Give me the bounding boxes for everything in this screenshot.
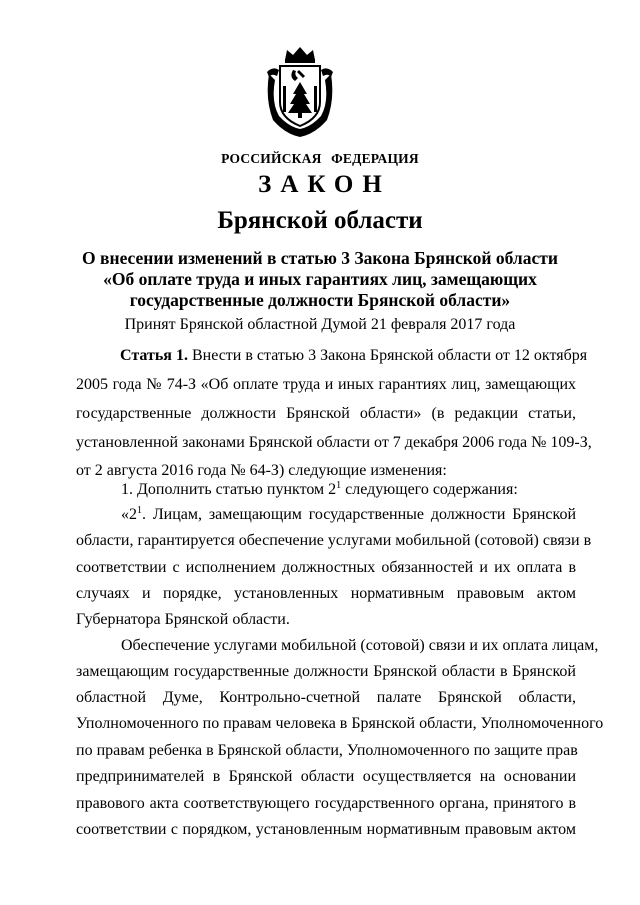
paragraph-first-line: Обеспечение услугами мобильной (сотовой) связи и их оплата лицам, bbox=[121, 637, 599, 654]
body-line: области, гарантируется обеспечение услугами мобильной (сотовой) связи в bbox=[76, 532, 592, 549]
coat-of-arms-emblem bbox=[263, 44, 337, 139]
body-line: установленной законами Брянской области от 7 декабря 2006 года № 109-З, bbox=[76, 434, 592, 451]
body-line: соответствии с исполнением должностных обязанностей и их оплата в bbox=[76, 559, 576, 576]
body-line: по правам ребенка в Брянской области, Уполномоченного по защите прав bbox=[76, 742, 578, 759]
body-line: Губернатора Брянской области. bbox=[76, 611, 290, 628]
title-line: «Об оплате труда и иных гарантиях лиц, замещающих bbox=[103, 269, 537, 289]
title-line: государственные должности Брянской области» bbox=[129, 290, 511, 310]
law-subject-title bbox=[0, 248, 640, 311]
country-heading: РОССИЙСКАЯ ФЕДЕРАЦИЯ bbox=[221, 151, 419, 166]
body-line: государственные должности Брянской области» (в редакции статьи, bbox=[76, 405, 576, 422]
body-line: правового акта соответствующего государственного органа, принятого в bbox=[76, 795, 576, 812]
article-first-line: Статья 1. Внести в статью 3 Закона Брянской области от 12 октября bbox=[120, 347, 588, 364]
body-line: от 2 августа 2016 года № 64-З) следующие изменения: bbox=[76, 462, 447, 479]
adoption-note: Принят Брянской областной Думой 21 февраля 2017 года bbox=[124, 316, 516, 333]
article-label: Статья 1. bbox=[120, 347, 188, 364]
document-type: ЗАКОН bbox=[258, 171, 391, 198]
body-line: замещающим государственные должности Брянской области в Брянской bbox=[76, 663, 576, 680]
region-heading: Брянской области bbox=[217, 207, 423, 234]
body-line: Уполномоченного по правам человека в Брянской области, Уполномоченного bbox=[76, 715, 604, 732]
body-line: случаях и порядке, установленных нормативным правовым актом bbox=[76, 585, 576, 602]
body-line: предпринимателей в Брянской области осуществляется на основании bbox=[76, 768, 576, 785]
quote-first-line: «$2^1$. Лицам, замещающим государственные должности Брянской bbox=[121, 505, 576, 523]
body-line: соответствии с порядком, установленным нормативным правовым актом bbox=[76, 821, 576, 838]
body-line: 2005 года № 74-З «Об оплате труда и иных гарантиях лиц, замещающих bbox=[76, 376, 576, 393]
title-line: О внесении изменений в статью 3 Закона Брянской области bbox=[82, 248, 558, 268]
body-line: областной Думе, Контрольно-счетной палате Брянской области, bbox=[76, 689, 576, 706]
item-line: 1. Дополнить статью пунктом $2^1$ следующего содержания: bbox=[121, 480, 518, 498]
